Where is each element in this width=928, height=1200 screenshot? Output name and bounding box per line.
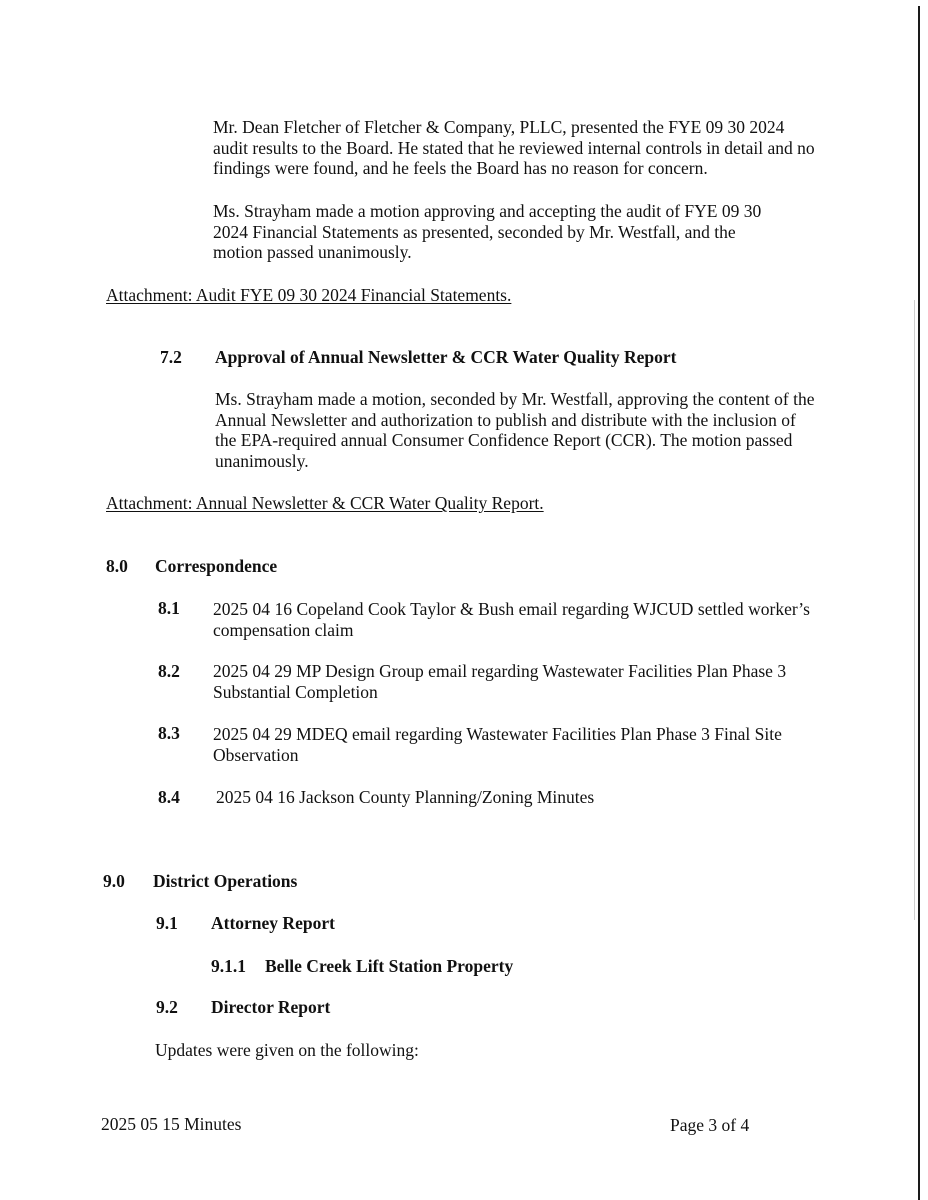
scan-page-edge — [918, 6, 920, 1200]
item-9-2-title: Director Report — [211, 997, 331, 1017]
item-8-3-text: 2025 04 29 MDEQ email regarding Wastewater Facilities Plan Phase 3 Final Site Observation — [213, 724, 782, 765]
section-8-title: Correspondence — [155, 556, 278, 576]
item-8-4-text: 2025 04 16 Jackson County Planning/Zoning Minutes — [216, 787, 595, 807]
audit-motion-paragraph: Ms. Strayham made a motion approving and accepting the audit of FYE 09 30 2024 Financial Statements as presented, seconded by Mr. Westfall, and the motion passed unanimously. — [213, 201, 762, 262]
item-8-2-text: 2025 04 29 MP Design Group email regarding Wastewater Facilities Plan Phase 3 Substantial Completion — [213, 661, 787, 702]
section-8-number: 8.0 — [106, 556, 128, 576]
item-8-1-text: 2025 04 16 Copeland Cook Taylor & Bush email regarding WJCUD settled worker’s compensation claim — [213, 599, 810, 640]
updates-intro-text: Updates were given on the following: — [155, 1040, 419, 1060]
item-7-2-title: Approval of Annual Newsletter & CCR Water Quality Report — [215, 347, 677, 367]
item-9-2-number: 9.2 — [156, 997, 178, 1017]
item-8-3-number: 8.3 — [158, 723, 180, 743]
item-8-1-number: 8.1 — [158, 598, 180, 618]
section-9-number: 9.0 — [103, 871, 125, 891]
item-7-2-number: 7.2 — [160, 347, 182, 367]
item-8-4-number: 8.4 — [158, 787, 180, 807]
item-8-2-number: 8.2 — [158, 661, 180, 681]
audit-presentation-paragraph: Mr. Dean Fletcher of Fletcher & Company, PLLC, presented the FYE 09 30 2024 audit results to the Board. He stated that he reviewed internal controls in detail and no findings were found, and he feels the Board has no reason for concern. — [213, 117, 815, 178]
footer-page-number: Page 3 of 4 — [670, 1115, 750, 1135]
item-7-2-paragraph: Ms. Strayham made a motion, seconded by Mr. Westfall, approving the content of the Annual Newsletter and authorization to publish and distribute with the inclusion of the EPA-required annual Consumer Confidence Report (CCR). The motion passed unanimously. — [215, 389, 815, 471]
scan-page-edge-faint — [914, 300, 915, 920]
item-9-1-1-number: 9.1.1 — [211, 956, 246, 976]
audit-attachment-link[interactable]: Attachment: Audit FYE 09 30 2024 Financial Statements. — [106, 285, 512, 305]
item-9-1-1-title: Belle Creek Lift Station Property — [265, 956, 514, 976]
footer-document-title: 2025 05 15 Minutes — [101, 1114, 242, 1134]
newsletter-attachment-link[interactable]: Attachment: Annual Newsletter & CCR Water Quality Report. — [106, 493, 544, 513]
item-9-1-title: Attorney Report — [211, 913, 335, 933]
item-9-1-number: 9.1 — [156, 913, 178, 933]
section-9-title: District Operations — [153, 871, 298, 891]
